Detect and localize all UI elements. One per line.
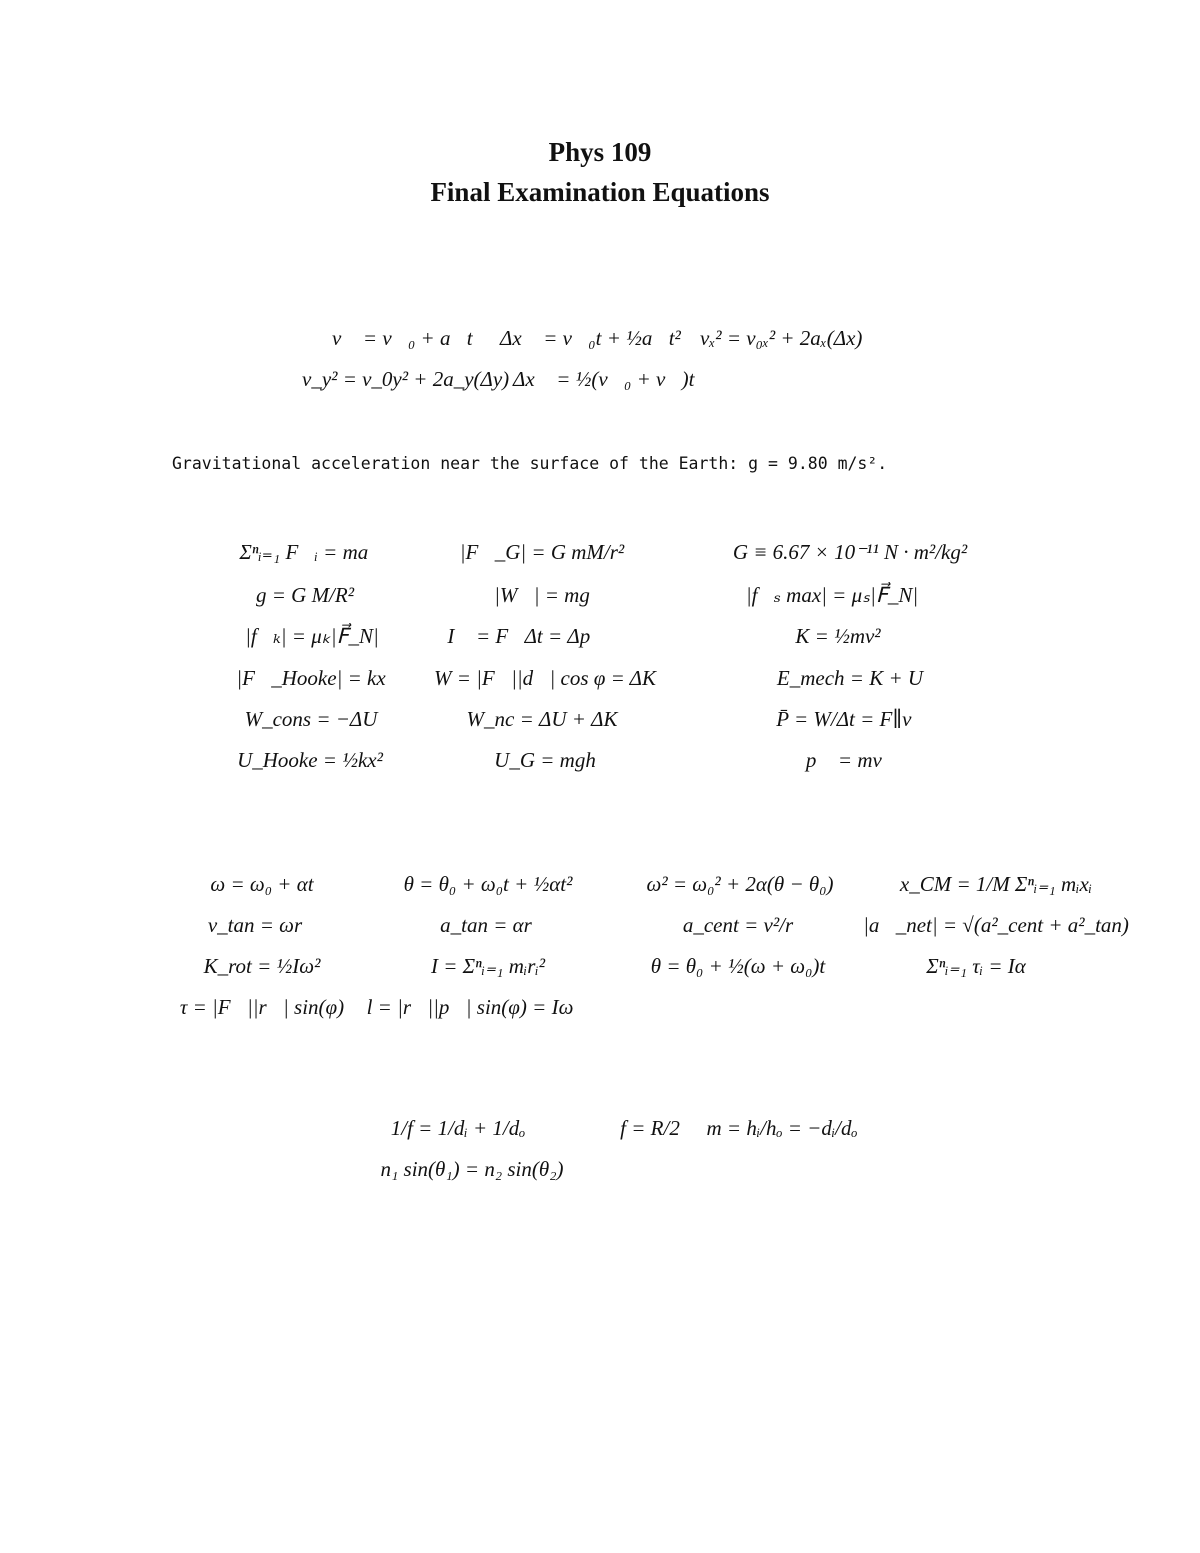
work-energy: W = |F⃗||d⃗| cos φ = ΔK	[434, 666, 656, 690]
gravitational-constant: G ≡ 6.67 × 10⁻¹¹ N · m²/kg²	[732, 540, 968, 564]
rotational-kinetic-energy: K_rot = ½Iω²	[203, 954, 321, 978]
angular-momentum: l = |r⃗||p⃗| sin(φ) = Iω	[366, 995, 574, 1019]
angular-displacement-average: θ = θ₀ + ½(ω + ω₀)t	[650, 954, 826, 978]
tangential-acceleration: a_tan = αr	[440, 913, 532, 937]
kinematics-eq-vy-squared: v_y² = v_0y² + 2a_y(Δy)	[302, 367, 510, 391]
newton-second-law: Σⁿᵢ₌₁ F⃗ᵢ = ma⃗	[239, 540, 385, 564]
kinetic-energy: K = ½mv²	[795, 624, 881, 648]
average-power: P̄ = W/Δt = F∥v⃗	[776, 707, 928, 731]
surface-gravity: g = G M/R²	[255, 583, 355, 607]
kinematics-eq-vx-squared: vₓ² = v₀ₓ² + 2aₓ(Δx)	[700, 326, 863, 350]
net-acceleration: |a⃗_net| = √(a²_cent + a²_tan)	[863, 913, 1129, 937]
angular-velocity-squared: ω² = ω₀² + 2α(θ − θ₀)	[646, 872, 834, 896]
centripetal-acceleration: a_cent = v²/r	[682, 913, 794, 937]
gravity-note: Gravitational acceleration near the surface of the Earth: g = 9.80 m/s².	[172, 454, 888, 473]
thin-lens-equation: 1/f = 1/dᵢ + 1/dₒ	[390, 1116, 526, 1140]
kinematics-eq-velocity: v⃗ = v⃗₀ + a⃗t	[332, 326, 473, 350]
kinematics-eq-displacement: Δx⃗ = v⃗₀t + ½a⃗t²	[500, 326, 681, 350]
angular-displacement: θ = θ₀ + ω₀t + ½αt²	[403, 872, 573, 896]
gravitational-potential: U_G = mgh	[494, 748, 596, 772]
momentum: p⃗ = mv⃗	[805, 748, 899, 772]
page-title: Final Examination Equations	[430, 177, 770, 207]
snells-law: n₁ sin(θ₁) = n₂ sin(θ₂)	[380, 1157, 564, 1181]
conservative-work: W_cons = −ΔU	[244, 707, 378, 731]
nonconservative-work: W_nc = ΔU + ΔK	[466, 707, 618, 731]
hooke-force: |F⃗_Hooke| = kx	[236, 666, 386, 690]
weight: |W⃗| = mg	[494, 583, 590, 607]
kinetic-friction: |f⃗ₖ| = μₖ|F⃗_N|	[245, 624, 379, 648]
kinematics-eq-average-velocity: Δx⃗ = ½(v⃗₀ + v⃗)t	[513, 367, 695, 391]
impulse: I⃗ = F⃗Δt = Δp⃗	[447, 624, 607, 648]
mechanical-energy: E_mech = K + U	[776, 666, 924, 690]
static-friction-max: |f⃗ₛ max| = μₛ|F⃗_N|	[745, 583, 919, 607]
angular-velocity: ω = ω₀ + αt	[210, 872, 314, 896]
center-of-mass: x_CM = 1/M Σⁿᵢ₌₁ mᵢxᵢ	[899, 872, 1093, 896]
course-title: Phys 109	[548, 137, 652, 167]
hooke-potential: U_Hooke = ½kx²	[237, 748, 383, 772]
focal-length-mirror: f = R/2	[620, 1116, 680, 1140]
torque: τ = |F⃗||r⃗| sin(φ)	[179, 995, 345, 1019]
tangential-velocity: v_tan = ωr	[207, 913, 303, 937]
moment-of-inertia: I = Σⁿᵢ₌₁ mᵢrᵢ²	[431, 954, 545, 978]
magnification: m = hᵢ/hₒ = −dᵢ/dₒ	[706, 1116, 858, 1140]
net-torque: Σⁿᵢ₌₁ τᵢ = Iα	[926, 954, 1026, 978]
gravitational-force: |F⃗_G| = G mM/r²	[459, 540, 625, 564]
